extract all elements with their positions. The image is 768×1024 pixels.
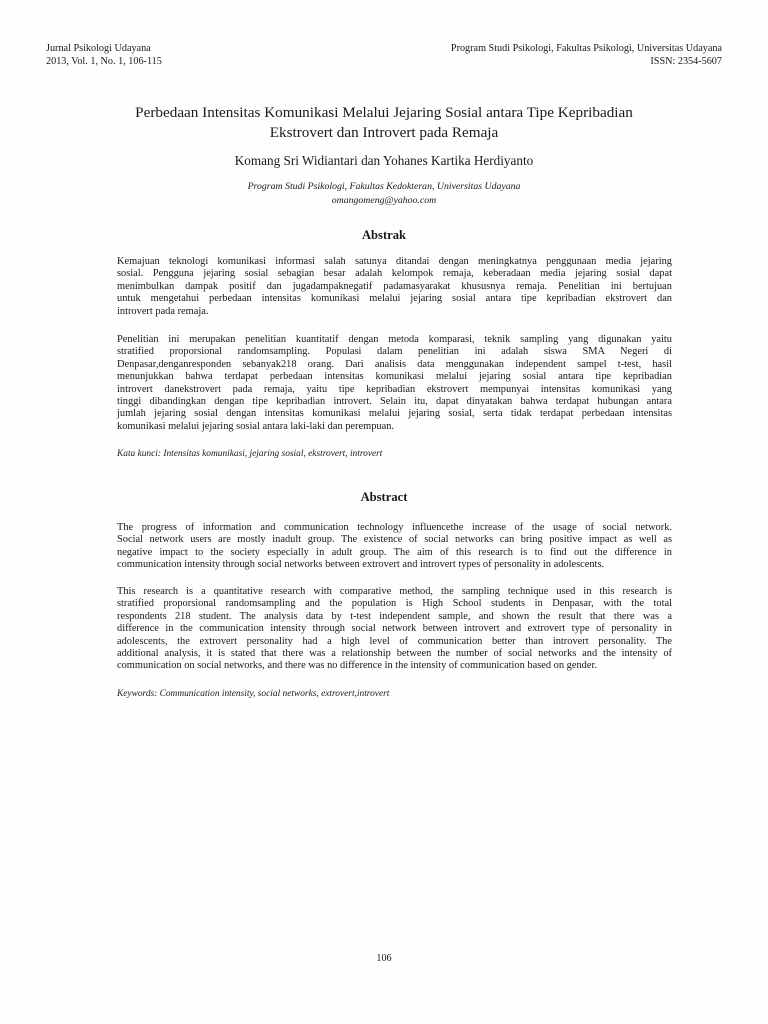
text-line: communication on social networks, and there was no difference in the intensity of communication based on gender. [117, 660, 597, 672]
paper-authors: Komang Sri Widiantari dan Yohanes Kartika Herdiyanto [234, 153, 534, 168]
text-line: jumlah jejaring sosial dengan intensitas komunikasi melalui jejaring sosial, serta tidak terdapat perbedaan intensitas [117, 408, 672, 420]
abstrak-paragraph-2 [117, 334, 672, 433]
text-line: sosial. Pengguna jejaring sosial sebagian besar adalah kelompok remaja, keberadaan media jejaring sosial dapat [117, 268, 672, 280]
text-line: introvert pada remaja. [117, 305, 209, 317]
text-line: respondents 218 student. The analysis data by t-test independent sample, and shown the result that there was a [117, 610, 672, 622]
paper-title-line-1: Perbedaan Intensitas Komunikasi Melalui Jejaring Sosial antara Tipe Kepribadian [135, 104, 633, 121]
abstract-heading: Abstract [360, 490, 408, 504]
journal-name: Jurnal Psikologi Udayana [46, 43, 151, 54]
text-line: menunjukkan bahwa terdapat perbedaan intensitas komunikasi melalui jejaring sosial antara tipe kepribadian [117, 371, 672, 383]
journal-issue: 2013, Vol. 1, No. 1, 106-115 [46, 56, 162, 67]
text-line: stratified proporsional randomsampling. Populasi dalam penelitian ini adalah siswa SMA Negeri di [117, 346, 672, 358]
journal-institution: Program Studi Psikologi, Fakultas Psikologi, Universitas Udayana [450, 43, 722, 54]
text-line: Penelitian ini merupakan penelitian kuantitatif dengan metoda komparasi, teknik sampling yang digunakan yaitu [117, 334, 672, 345]
text-line: difference in the communication intensity through social network between introvert and extrovert type of personality in [117, 623, 672, 635]
text-line: This research is a quantitative research with comparative method, the sampling technique used in this research is [117, 586, 672, 597]
text-line: additional analysis, it is stated that there was a relationship between the number of social networks and the intensity of [117, 648, 672, 660]
text-line: Kemajuan teknologi komunikasi informasi salah satunya ditandai dengan meningkatnya penggunaan media jejaring [117, 256, 672, 267]
author-email: omangomeng@yahoo.com [331, 195, 437, 206]
text-line: komunikasi melalui jejaring sosial antara laki-laki dan perempuan. [117, 420, 394, 432]
paper-title [60, 103, 708, 143]
text-line: introvert danekstrovert pada remaja, yaitu tipe kepribadian ekstrovert mempunyai intensitas komunikasi yang [117, 383, 672, 395]
abstrak-heading: Abstrak [361, 228, 407, 242]
abstrak-paragraph-1 [117, 256, 672, 318]
text-line: communication intensity through social networks between extrovert and introvert types of personality in adolescents. [117, 559, 605, 571]
text-line: tinggi dibandingkan dengan tipe kepribadian introvert. Selain itu, dapat dinyatakan bahwa terdapat hubungan antara [117, 396, 672, 408]
text-line: negative impact to the society especially in adult group. The aim of this research is to find out the difference in [117, 546, 672, 558]
abstract-keywords: Keywords: Communication intensity, social networks, extrovert,introvert [117, 689, 390, 699]
running-header-right [451, 42, 722, 68]
text-line: untuk mengetahui perbedaan intensitas komunikasi melalui jejaring sosial antara tipe kepribadian ekstrovert dan [117, 293, 672, 305]
journal-issn: ISSN: 2354-5607 [650, 56, 722, 67]
running-header-left [46, 42, 162, 68]
text-line: Social network users are mostly inadult group. The existence of social networks can bring positive impact as well as [117, 534, 672, 546]
text-line: Denpasar,denganresponden sebanyak218 orang. Dari analisis data menggunakan independent sampel t-test, hasil [117, 358, 672, 370]
author-affiliation: Program Studi Psikologi, Fakultas Kedokteran, Universitas Udayana [247, 181, 521, 192]
abstract-paragraph-2 [117, 586, 672, 673]
paper-title-line-2: Ekstrovert dan Introvert pada Remaja [269, 124, 499, 141]
text-line: menimbulkan dampak positif dan jugadampaknegatif padamasyarakat khususnya remaja. Penelitian ini bertujuan [117, 280, 672, 292]
text-line: stratified proporsional randomsampling and the population is High School students in Denpasar, with the total [117, 598, 672, 610]
abstrak-keywords: Kata kunci: Intensitas komunikasi, jejaring sosial, ekstrovert, introvert [117, 449, 383, 459]
abstract-paragraph-1 [117, 522, 672, 572]
page-number: 106 [376, 953, 392, 964]
text-line: The progress of information and communication technology influencethe increase of the usage of social network. [117, 522, 672, 533]
text-line: adolescents, the extrovert personality had a high level of communication better than introvert personality. The [117, 635, 672, 647]
